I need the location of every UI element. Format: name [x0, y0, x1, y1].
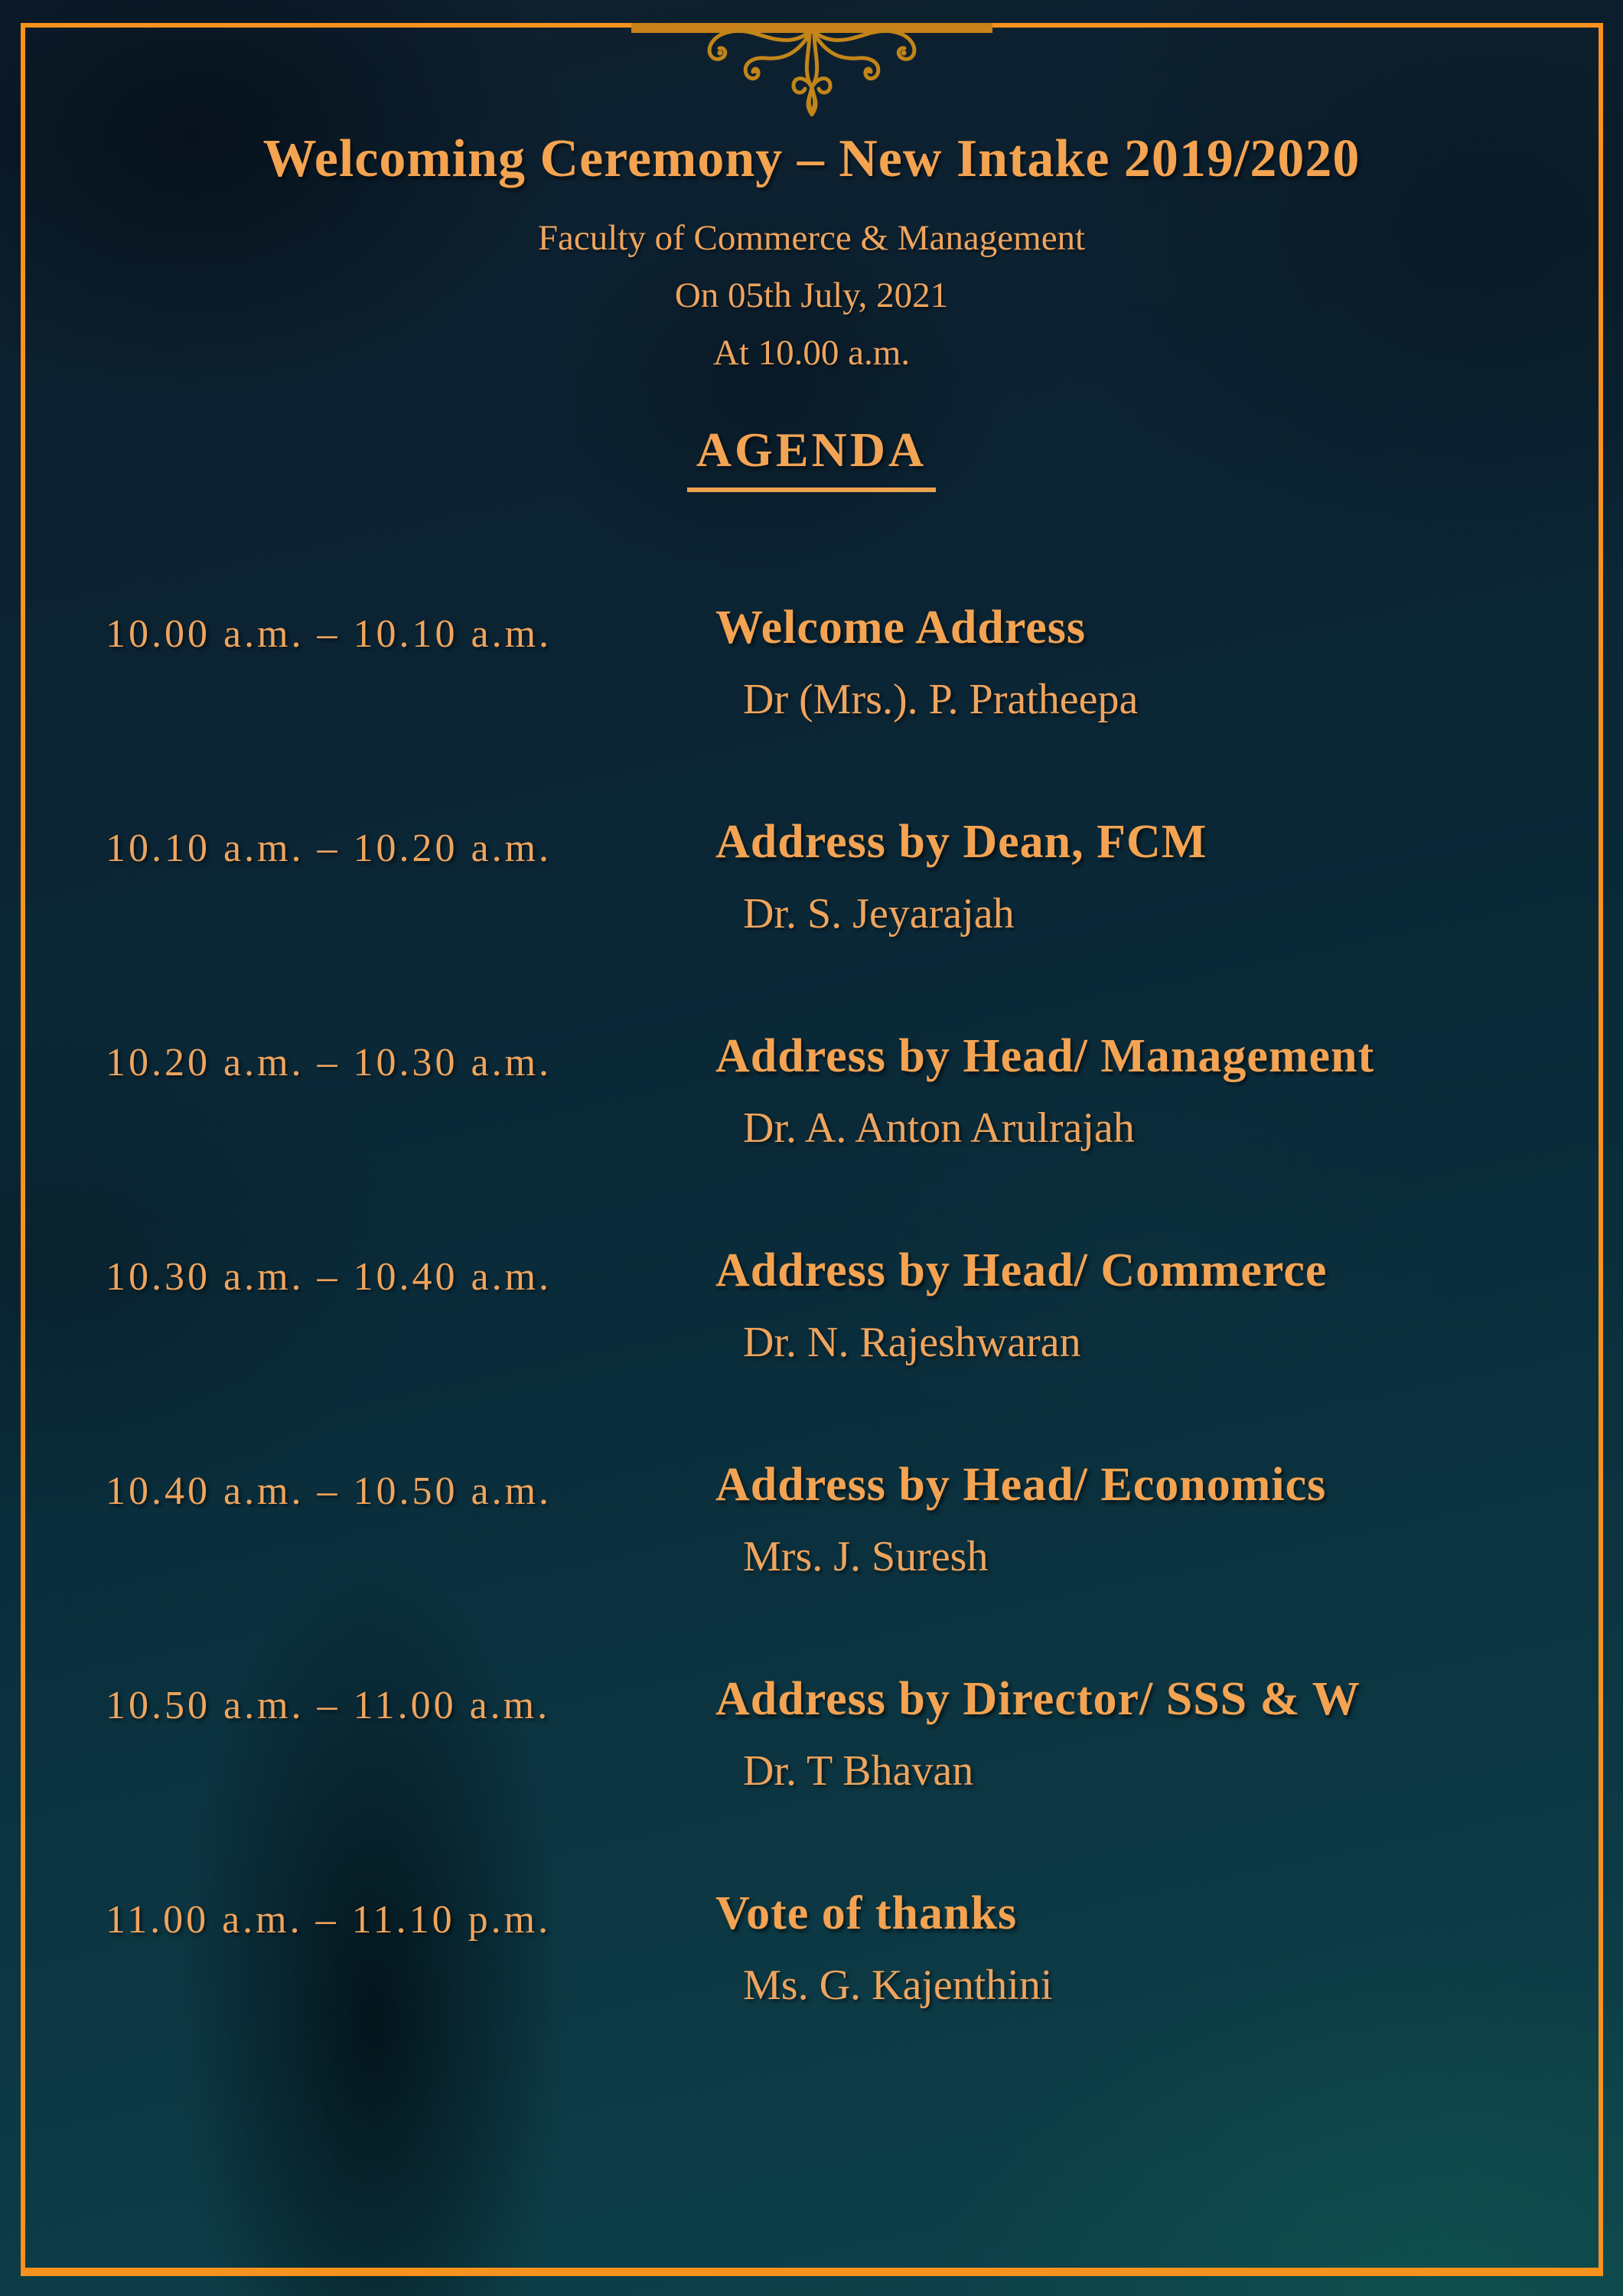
agenda-item-time: 10.20 a.m. – 10.30 a.m. [106, 1041, 552, 1084]
event-subtitles [0, 210, 1623, 382]
event-title: Welcoming Ceremony – New Intake 2019/2020 [262, 129, 1361, 188]
agenda-item-content [715, 1244, 1577, 1367]
agenda-item-content [715, 1029, 1577, 1153]
agenda-item-time: 10.30 a.m. – 10.40 a.m. [106, 1255, 552, 1299]
agenda-item-title: Welcome Address [715, 602, 1086, 654]
time-line: At 10.00 a.m. [712, 333, 911, 373]
poster-header [0, 129, 1623, 492]
agenda-item [106, 601, 1577, 815]
agenda-item-title: Address by Head/ Economics [715, 1459, 1327, 1511]
agenda-item-time: 10.00 a.m. – 10.10 a.m. [106, 612, 552, 656]
agenda-item-time: 10.10 a.m. – 10.20 a.m. [106, 827, 552, 870]
agenda-item [106, 1458, 1577, 1672]
agenda-item-time: 10.40 a.m. – 10.50 a.m. [106, 1469, 552, 1513]
agenda-item-speaker: Dr (Mrs.). P. Pratheepa [743, 676, 1139, 724]
agenda-item-content [715, 1458, 1577, 1581]
agenda-item-speaker: Dr. A. Anton Arulrajah [743, 1104, 1135, 1153]
agenda-item-speaker: Ms. G. Kajenthini [743, 1962, 1053, 2010]
agenda-item-content [715, 1887, 1577, 2010]
agenda-heading: AGENDA [687, 422, 936, 492]
agenda-item-title: Vote of thanks [715, 1887, 1018, 1939]
agenda-item-content [715, 1672, 1577, 1795]
agenda-item-title: Address by Dean, FCM [715, 816, 1207, 868]
agenda-item-speaker: Dr. N. Rajeshwaran [743, 1319, 1081, 1367]
date-line: On 05th July, 2021 [674, 276, 949, 315]
agenda-list [106, 601, 1577, 2101]
agenda-item-time: 10.50 a.m. – 11.00 a.m. [106, 1684, 551, 1727]
agenda-item [106, 1672, 1577, 1887]
agenda-item-title: Address by Head/ Management [715, 1030, 1375, 1082]
agenda-item-content [715, 601, 1577, 724]
agenda-item-title: Address by Director/ SSS & W [715, 1673, 1361, 1725]
faculty-line: Faculty of Commerce & Management [537, 218, 1086, 258]
agenda-item-speaker: Dr. S. Jeyarajah [743, 890, 1015, 938]
agenda-item [106, 815, 1577, 1029]
agenda-item-title: Address by Head/ Commerce [715, 1244, 1328, 1296]
agenda-item-content [715, 815, 1577, 938]
agenda-item-speaker: Mrs. J. Suresh [743, 1533, 989, 1581]
agenda-item-speaker: Dr. T Bhavan [743, 1747, 974, 1795]
agenda-item [106, 1887, 1577, 2101]
agenda-item [106, 1244, 1577, 1458]
agenda-item-time: 11.00 a.m. – 11.10 p.m. [106, 1898, 552, 1942]
flourish-scroll-ornament-icon [686, 28, 938, 119]
agenda-item [106, 1029, 1577, 1244]
